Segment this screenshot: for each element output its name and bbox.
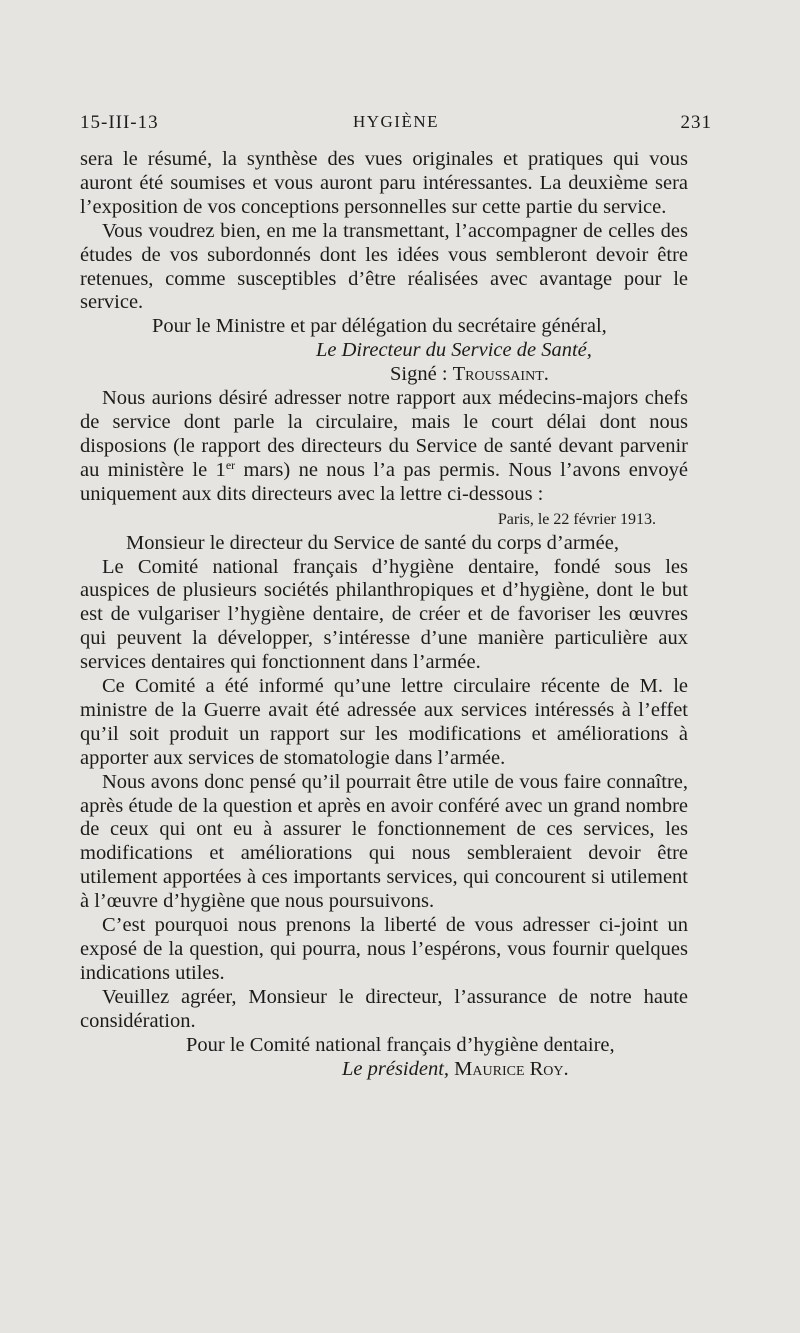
president-name: Maurice Roy. <box>454 1057 569 1080</box>
letter-paragraph-2: Ce Comité a été informé qu’une lettre circulaire récente de M. le ministre de la Guerre avait été adressée aux services intéressés à l’effet qu’il soit produit un rapport sur les modifications et améliorations à apporter aux services de stomatologie dans l’armée. <box>80 675 688 769</box>
letter-paragraph-1: Le Comité national français d’hygiène dentaire, fondé sous les auspices de plusieurs sociétés philanthropiques et d’hygiène, dont le but est de vulgariser l’hygiène dentaire, de créer et de favoriser les œuvres qui peuvent la développer, s’intéresse d’une manière particulière aux services dentaires qui fonctionnent dans l’armée. <box>80 555 688 674</box>
president-title: Le président, <box>342 1057 450 1080</box>
paragraph-3-part-2: mars) ne nous l’a pas permis. Nous l’avons envoyé uniquement aux dits directeurs avec la lettre ci-dessous : <box>80 458 688 505</box>
letter-paragraph-5: Veuillez agréer, Monsieur le directeur, l’assurance de notre haute considération. <box>80 985 688 1032</box>
page-body <box>80 148 688 1081</box>
signer-name: Troussaint. <box>452 363 549 386</box>
letter-signature-committee: Pour le Comité national français d’hygiène dentaire, <box>186 1033 615 1056</box>
paragraph-3-part-1: Nous aurions désiré adresser notre rapport aux médecins-majors chefs de service dont parle la circulaire, mais le court délai dont nous disposions (le rapport des directeurs du Service de santé devant parvenir au ministère le 1 <box>80 387 688 481</box>
letter-salutation: Monsieur le directeur du Service de santé du corps d’armée, <box>126 531 619 554</box>
paragraph-1: sera le résumé, la synthèse des vues originales et pratiques qui vous auront été soumises et vous auront paru intéressantes. La deuxième sera l’exposition de vos conceptions personnelles sur cette partie du service. <box>80 148 688 218</box>
letter-signature-president <box>80 1058 688 1082</box>
signature-directeur: Le Directeur du Service de Santé, <box>316 339 592 362</box>
letter-paragraph-4: C’est pourquoi nous prenons la liberté de vous adresser ci-joint un exposé de la question, qui pourra, nous l’espérons, vous fournir quelques indications utiles. <box>80 914 688 984</box>
header-date: 15-III-13 <box>80 112 159 133</box>
letter-date: Paris, le 22 février 1913. <box>497 510 656 528</box>
page-number: 231 <box>680 112 712 133</box>
letter-paragraph-3: Nous avons donc pensé qu’il pourrait être utile de vous faire connaître, après étude de la question et après en avoir conféré avec un grand nombre de ceux qui ont eu à assurer le fonctionnement de ces services, les modifications et améliorations qui nous sembleraient devoir être utilement apportées à ces importants services, qui concourent si utilement à l’œuvre d’hygiène que nous poursuivons. <box>80 770 688 913</box>
paragraph-2: Vous voudrez bien, en me la transmettant, l’accompagner de celles des études de vos subordonnés dont les idées vous sembleront devoir être retenues, comme susceptibles d’être réalisées avec avantage pour le service. <box>80 219 688 314</box>
signature-signe <box>80 363 688 387</box>
signe-label: Signé : <box>390 363 453 386</box>
header-title: HYGIÈNE <box>352 112 440 131</box>
signature-delegation: Pour le Ministre et par délégation du secrétaire général, <box>152 315 607 338</box>
paragraph-3 <box>80 387 688 507</box>
superscript-er: er <box>225 457 236 472</box>
